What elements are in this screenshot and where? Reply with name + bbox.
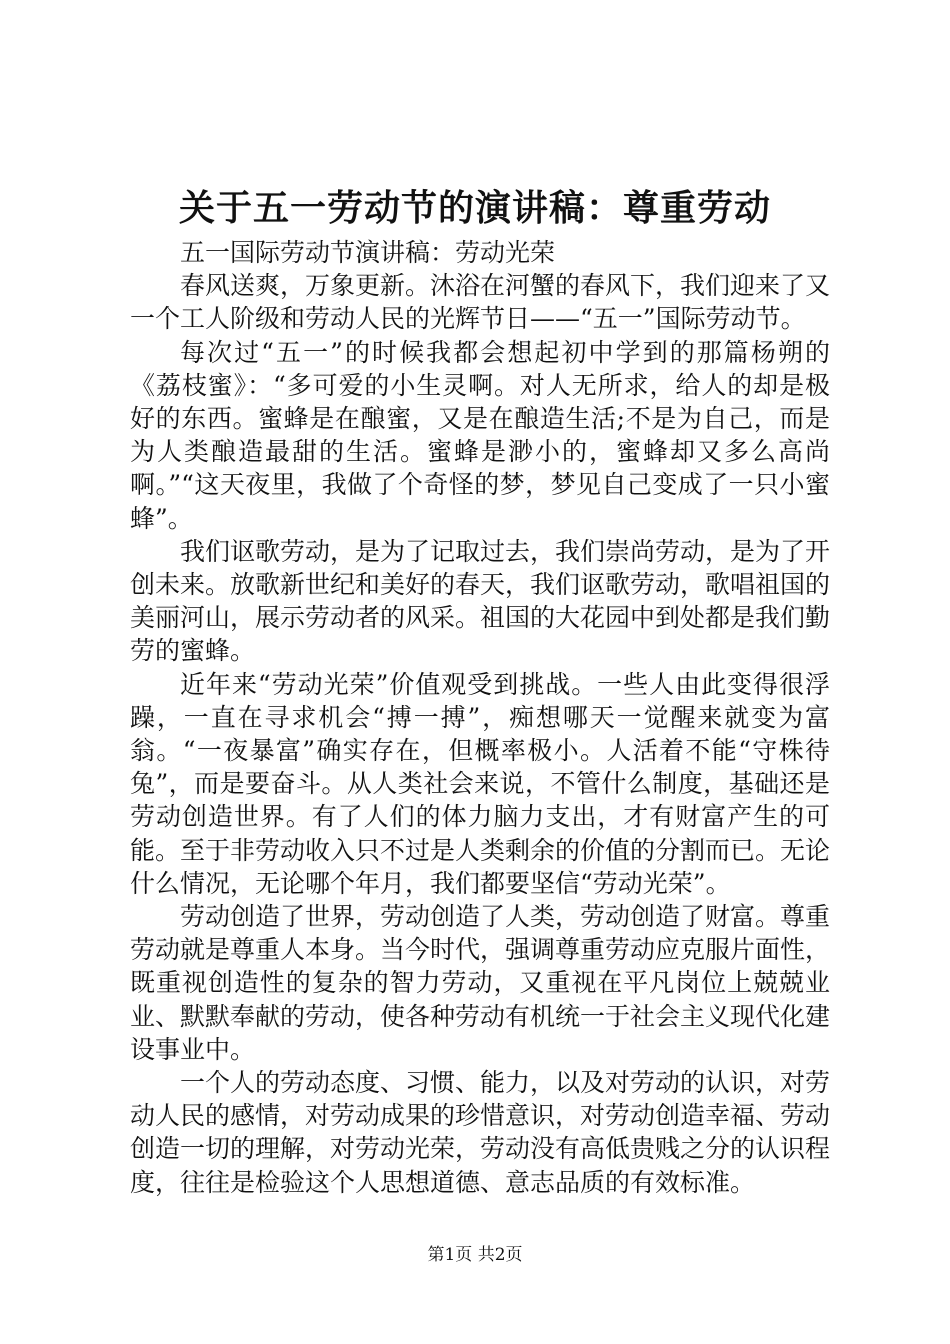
paragraph-4: 近年来“劳动光荣”价值观受到挑战。一些人由此变得很浮躁，一直在寻求机会“搏一搏”，痴想哪天一觉醒来就变为富翁。“一夜暴富”确实存在，但概率极小。人活着不能“守株待兔”，而是要奋斗。从人类社会来说，不管什么制度，基础还是劳动创造世界。有了人们的体力脑力支出，才有财富产生的可能。至于非劳动收入只不过是人类剩余的价值的分割而已。无论什么情况，无论哪个年月，我们都要坚信“劳动光荣”。 [130, 669, 831, 898]
document-body [130, 236, 830, 1199]
paragraph-3: 我们讴歌劳动，是为了记取过去，我们崇尚劳动，是为了开创未来。放歌新世纪和美好的春天，我们讴歌劳动，歌唱祖国的美丽河山，展示劳动者的风采。祖国的大花园中到处都是我们勤劳的蜜蜂。 [130, 536, 831, 666]
document-title: 关于五一劳动节的演讲稿：尊重劳动 [178, 187, 771, 229]
paragraph-5: 劳动创造了世界，劳动创造了人类，劳动创造了财富。尊重劳动就是尊重人本身。当今时代，强调尊重劳动应克服片面性，既重视创造性的复杂的智力劳动，又重视在平凡岗位上兢兢业业、默默奉献的劳动，使各种劳动有机统一于社会主义现代化建设事业中。 [130, 902, 831, 1064]
paragraph-6: 一个人的劳动态度、习惯、能力，以及对劳动的认识，对劳动人民的感情，对劳动成果的珍惜意识，对劳动创造幸福、劳动创造一切的理解，对劳动光荣，劳动没有高低贵贱之分的认识程度，往往是检验这个人思想道德、意志品质的有效标准。 [130, 1068, 831, 1197]
paragraph-1: 春风送爽，万象更新。沐浴在河蟹的春风下，我们迎来了又一个工人阶级和劳动人民的光辉节日——“五一”国际劳动节。 [130, 271, 831, 334]
page-footer: 第1页 共2页 [427, 1245, 523, 1265]
paragraph-subtitle: 五一国际劳动节演讲稿：劳动光荣 [180, 238, 556, 267]
paragraph-2: 每次过“五一”的时候我都会想起初中学到的那篇杨朔的《荔枝蜜》：“多可爱的小生灵啊。对人无所求，给人的却是极好的东西。蜜蜂是在酿蜜，又是在酿造生活;不是为自己，而是为人类酿造最甜的生活。蜜蜂是渺小的，蜜蜂却又多么高尚啊。”“这天夜里，我做了个奇怪的梦，梦见自己变成了一只小蜜蜂”。 [130, 337, 830, 533]
